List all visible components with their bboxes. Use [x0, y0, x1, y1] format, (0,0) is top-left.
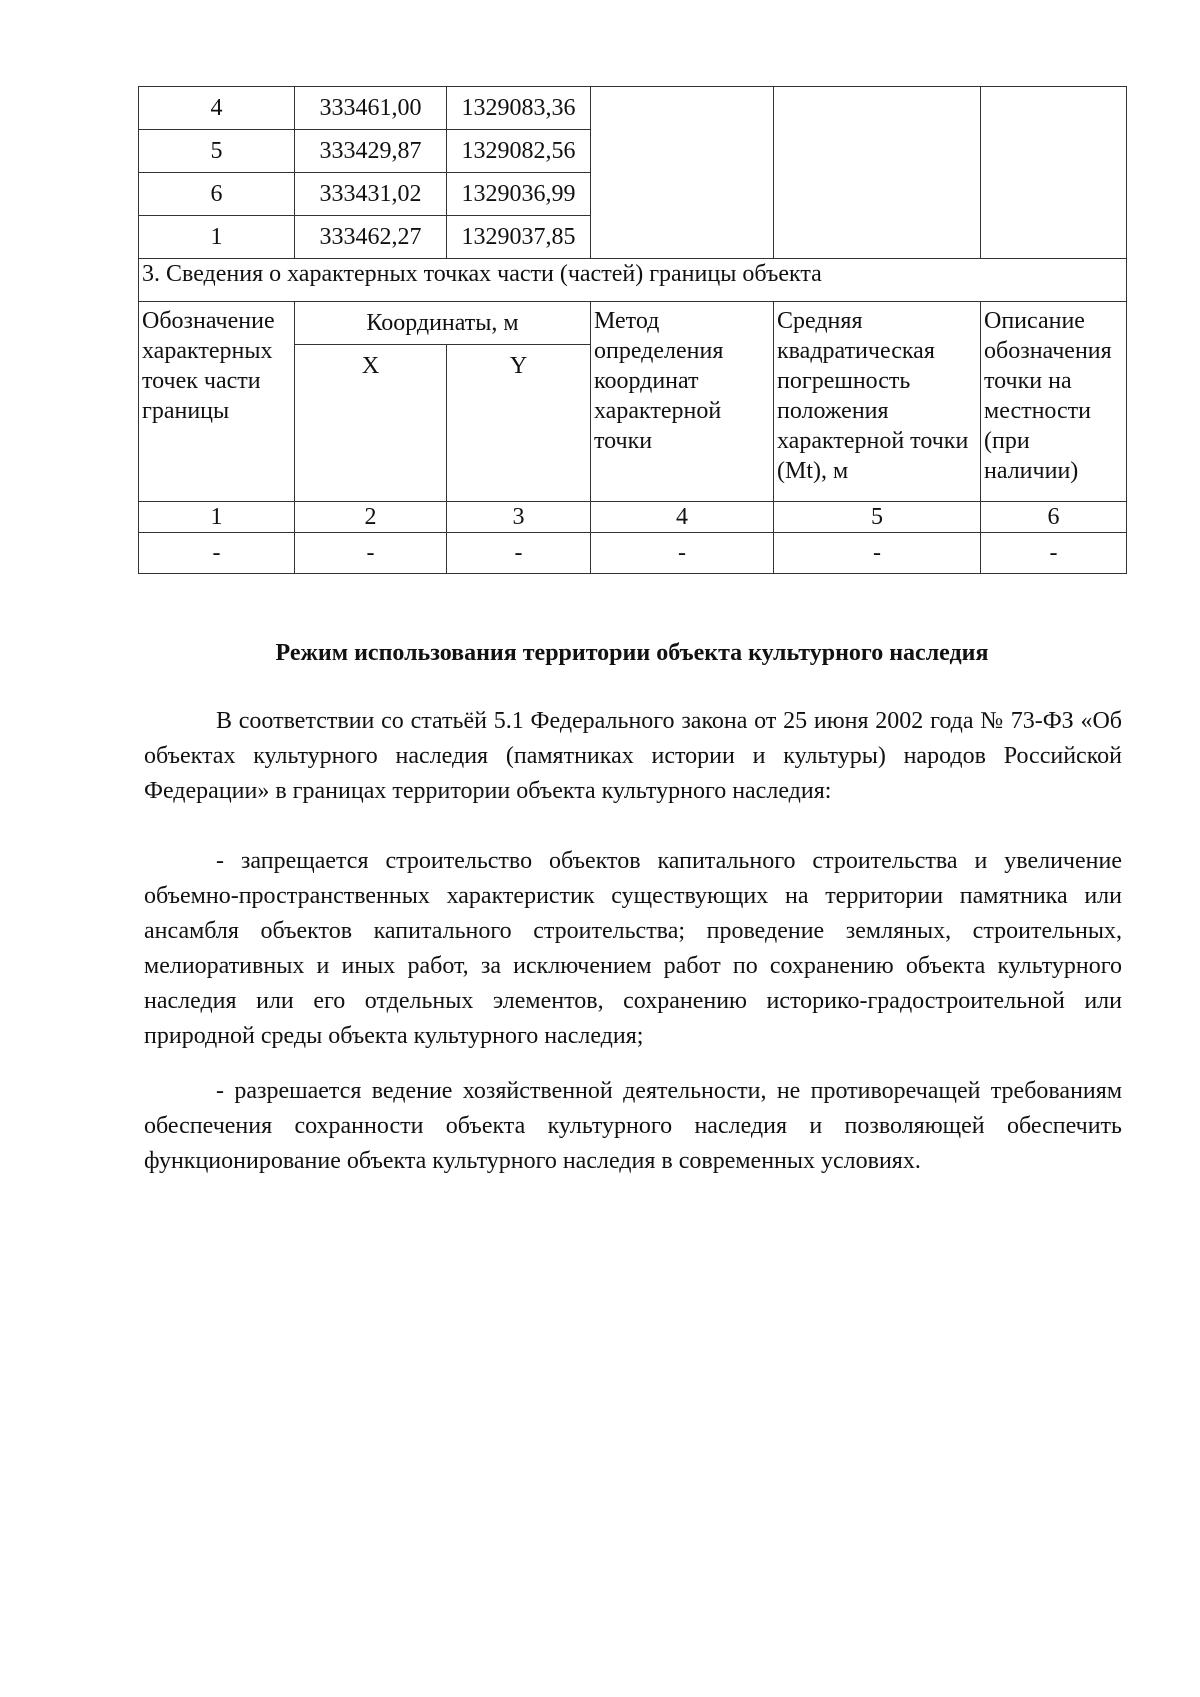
description-cell: [981, 87, 1127, 259]
column-number: 2: [295, 502, 447, 533]
paragraph-1-text: В соответствии со статьёй 5.1 Федерального закона от 25 июня 2002 года № 73-ФЗ «Об объектах культурного наследия (памятниках истории и культуры) народов Российской Федерации» в границах территории объекта культурного наследия:: [144, 708, 1122, 804]
header-error: Средняя квадратическая погрешность положения характерной точки (Mt), м: [774, 302, 981, 502]
point-x: 333461,00: [295, 87, 447, 130]
column-number: 6: [981, 502, 1127, 533]
point-x: 333431,02: [295, 173, 447, 216]
point-number: 1: [139, 216, 295, 259]
empty-value: -: [447, 533, 591, 574]
point-number: 4: [139, 87, 295, 130]
point-y: 1329083,36: [447, 87, 591, 130]
error-cell: [774, 87, 981, 259]
method-cell: [591, 87, 774, 259]
point-y: 1329036,99: [447, 173, 591, 216]
regime-title: Режим использования территории объекта культурного наследия: [275, 640, 989, 666]
point-y: 1329037,85: [447, 216, 591, 259]
empty-value: -: [591, 533, 774, 574]
paragraph-2: [144, 844, 1122, 1054]
coordinates-table: [138, 86, 1127, 574]
header-description: Описание обозначения точки на местности (при наличии): [981, 302, 1127, 502]
header-method: Метод определения координат характерной точки: [591, 302, 774, 502]
column-numbers-row: [139, 502, 1127, 533]
paragraph-1: [144, 704, 1122, 809]
empty-value: -: [774, 533, 981, 574]
header-coords: Координаты, м: [295, 302, 591, 345]
header-y: Y: [447, 345, 591, 502]
header-x: X: [295, 345, 447, 502]
point-x: 333462,27: [295, 216, 447, 259]
header-designation: Обозначение характерных точек части границы: [139, 302, 295, 502]
header-row: [139, 302, 1127, 345]
point-number: 6: [139, 173, 295, 216]
empty-value: -: [981, 533, 1127, 574]
section-title-row: [139, 259, 1127, 302]
column-number: 3: [447, 502, 591, 533]
paragraph-3: [144, 1074, 1122, 1179]
column-number: 4: [591, 502, 774, 533]
column-number: 5: [774, 502, 981, 533]
paragraph-3-text: - разрешается ведение хозяйственной деятельности, не противоречащей требованиям обеспечения сохранности объекта культурного наследия и позволяющей обеспечить функционирование объекта культурного наследия в современных условиях.: [144, 1078, 1122, 1174]
point-number: 5: [139, 130, 295, 173]
table-row: [139, 87, 1127, 130]
table-row: [139, 533, 1127, 574]
empty-value: -: [295, 533, 447, 574]
column-number: 1: [139, 502, 295, 533]
empty-value: -: [139, 533, 295, 574]
point-y: 1329082,56: [447, 130, 591, 173]
point-x: 333429,87: [295, 130, 447, 173]
paragraph-2-text: - запрещается строительство объектов капитального строительства и увеличение объемно-пространственных характеристик существующих на территории памятника или ансамбля объектов капитального строительства; проведение земляных, строительных, мелиоративных и иных работ, за исключением работ по сохранению объекта культурного наследия или его отдельных элементов, сохранению историко-градостроительной или природной среды объекта культурного наследия;: [144, 848, 1122, 1049]
section-3-title: 3. Сведения о характерных точках части (частей) границы объекта: [139, 259, 1127, 302]
